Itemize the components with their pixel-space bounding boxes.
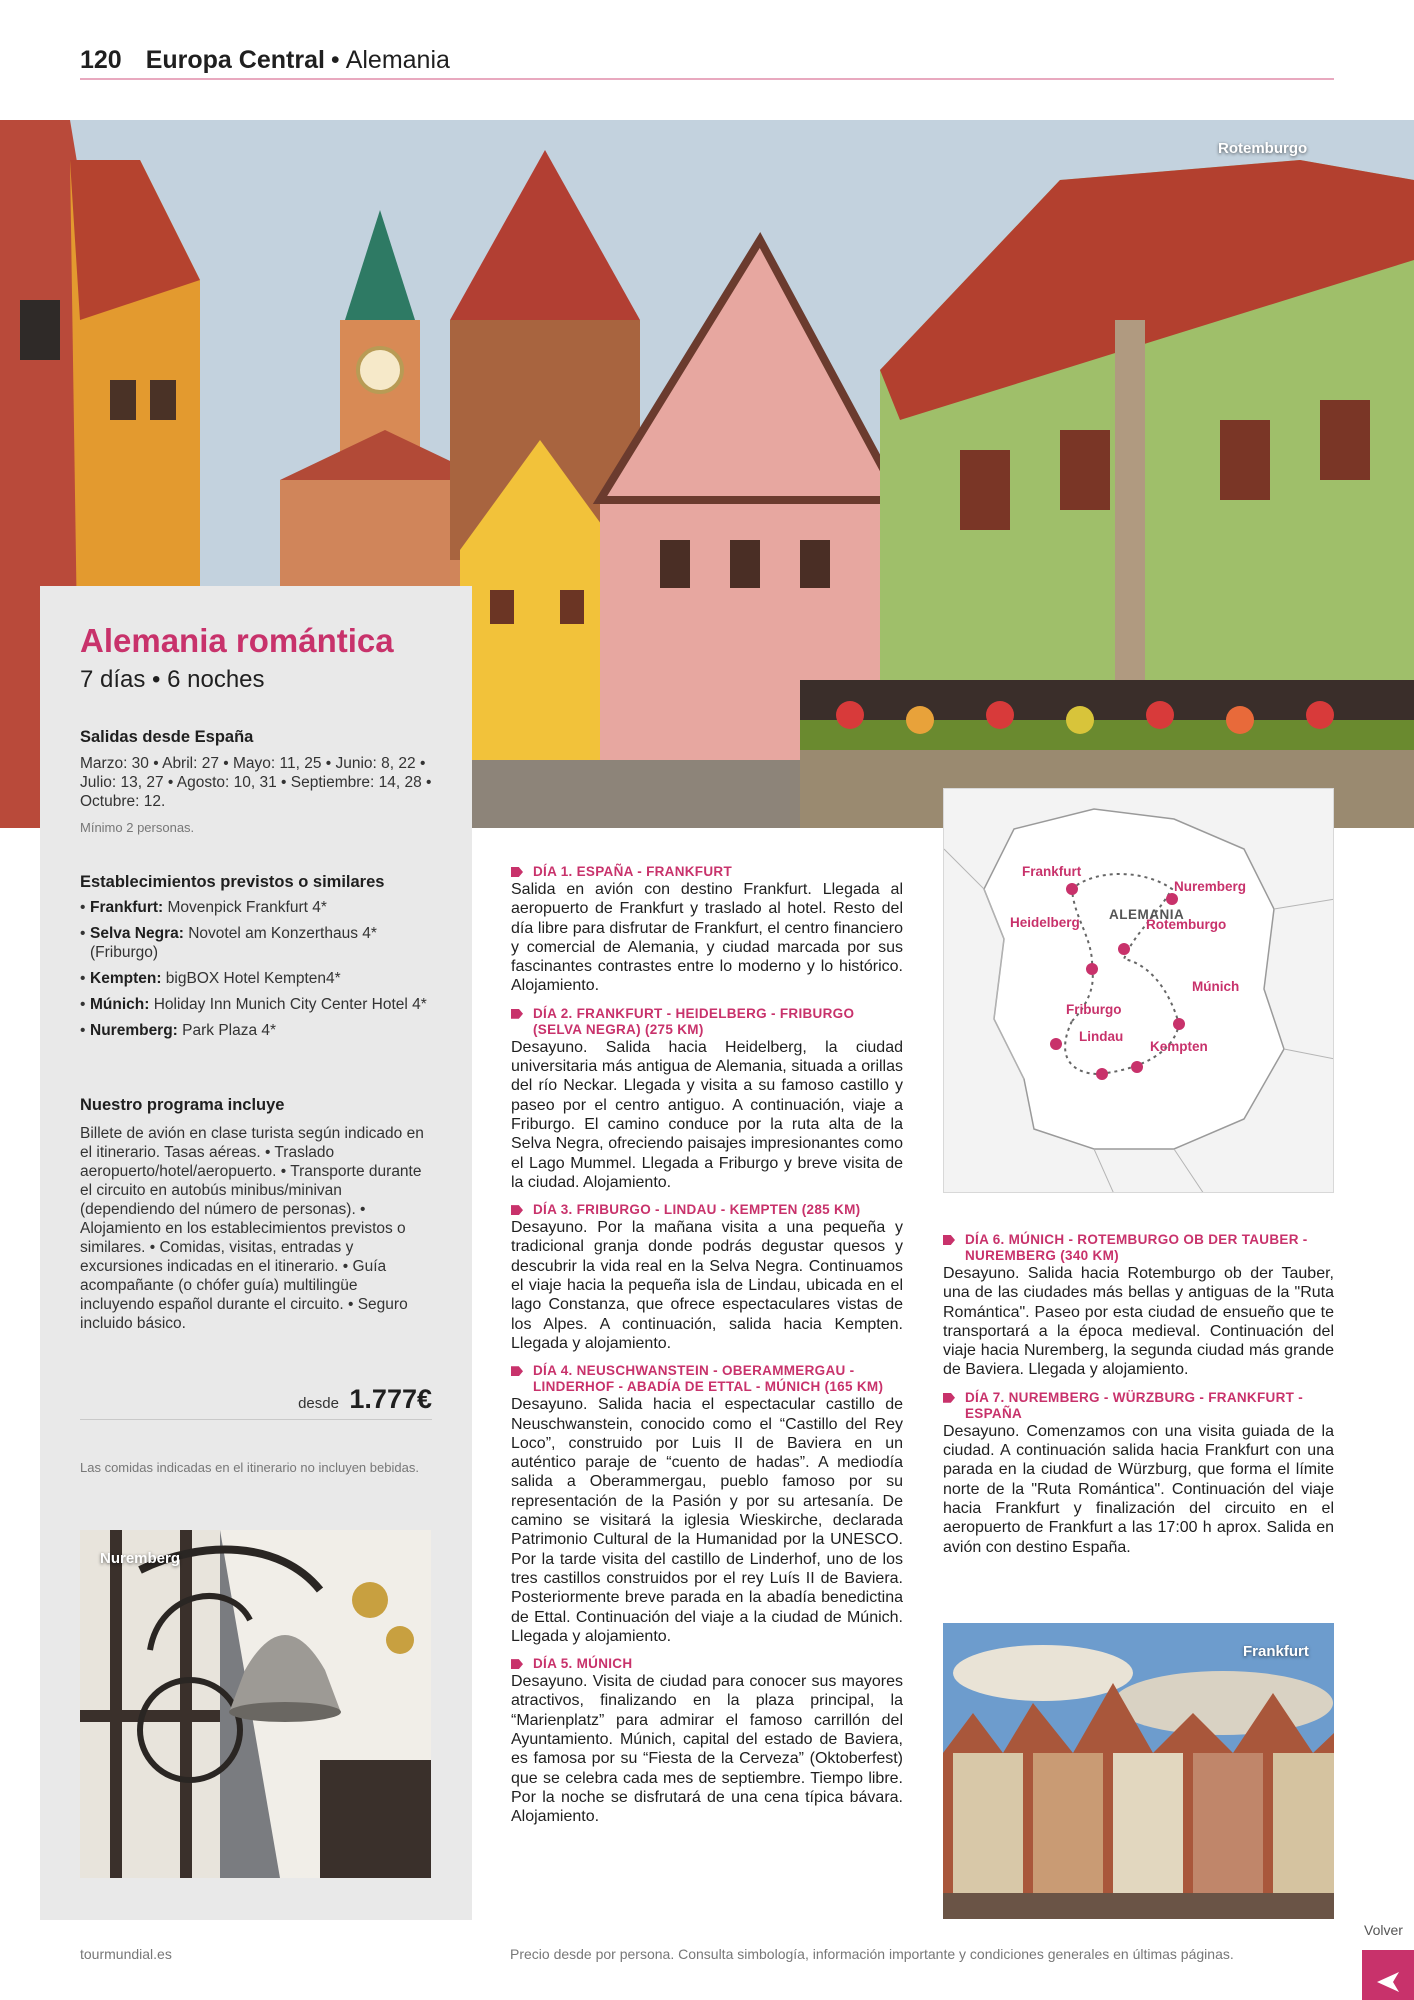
hotel-item: • Nuremberg: Park Plaza 4* <box>80 1021 440 1040</box>
map-country-label: ALEMANIA <box>1109 907 1185 922</box>
price-row <box>80 1384 432 1420</box>
map-city-lindau: Lindau <box>1079 1029 1124 1044</box>
map-city-heidelberg: Heidelberg <box>1010 915 1080 930</box>
photo-frankfurt <box>943 1623 1334 1919</box>
trip-title: Alemania romántica <box>80 622 394 659</box>
day-5-title: DÍA 5. MÚNICH <box>511 1656 903 1672</box>
hero-caption: Rotemburgo <box>1218 140 1308 157</box>
hotel-item: • Kempten: bigBOX Hotel Kempten4* <box>80 969 440 988</box>
hotel-item: • Selva Negra: Novotel am Konzerthaus 4* (Friburgo) <box>80 924 440 962</box>
footer-disclaimer: Precio desde por persona. Consulta simbología, información importante y condiciones generales en últimas páginas. <box>510 1946 1234 1962</box>
itinerary-column-2 <box>943 1226 1334 1557</box>
map-city-nuremberg: Nuremberg <box>1174 879 1247 894</box>
price-amount: 1.777€ <box>349 1384 432 1414</box>
day-5-text: Desayuno. Visita de ciudad para conocer sus mayores atractivos, finalizando en la plaza principal, la “Marienplatz” para admirar el famoso carrillón del Ayuntamiento. Múnich, capital del estado de Baviera, es famosa por su “Fiesta de la Cerveza” (Oktoberfest) que se celebra cada mes de septiembre. Tiempo libre. Por la noche se disfrutará de una cena típica bávara. Alojamiento. <box>511 1673 903 1826</box>
price-prefix: desde <box>298 1395 339 1412</box>
day-2-title: DÍA 2. FRANKFURT - HEIDELBERG - FRIBURGO (SELVA NEGRA) (275 KM) <box>511 1006 903 1038</box>
hotel-item: • Frankfurt: Movenpick Frankfurt 4* <box>80 898 440 917</box>
photo-nuremberg <box>80 1530 431 1878</box>
back-arrow-icon <box>1375 1970 1401 1994</box>
map-illustration <box>944 789 1334 1193</box>
page-number: 120 <box>80 46 122 74</box>
frankfurt-caption: Frankfurt <box>1243 1643 1309 1660</box>
nuremberg-illustration <box>80 1530 431 1878</box>
day-1-title: DÍA 1. ESPAÑA - FRANKFURT <box>511 864 903 880</box>
day-6-title: DÍA 6. MÚNICH - ROTEMBURGO OB DER TAUBER - NUREMBERG (340 KM) <box>943 1232 1334 1264</box>
departures-text: Marzo: 30 • Abril: 27 • Mayo: 11, 25 • Junio: 8, 22 • Julio: 13, 27 • Agosto: 10, 31 • Septiembre: 14, 28 • Octubre: 12. <box>80 755 432 810</box>
hotel-item: • Múnich: Holiday Inn Munich City Center Hotel 4* <box>80 995 440 1014</box>
includes-text: Billete de avión en clase turista según indicado en el itinerario. Tasas aéreas. • Traslado aeropuerto/hotel/aeropuerto. • Transporte durante el circuito en autobús minibus/minivan (dependiendo del número de personas). • Alojamiento en los establecimientos previstos o similares. • Comidas, visitas, entradas y excursiones indicadas en el itinerario. • Guía acompañante (o chófer guía) multilingüe incluyendo español durante el circuito. • Seguro incluido básico. <box>80 1125 424 1332</box>
hotels-list <box>80 898 440 1047</box>
country-title: Alemania <box>345 46 450 74</box>
route-map <box>943 788 1334 1193</box>
back-button[interactable] <box>1362 1950 1414 2000</box>
day-4-text: Desayuno. Salida hacia el espectacular castillo de Neuschwanstein, conocido como el “Castillo del Rey Loco”, construido por Luis II de Baviera en un auténtico paraje de “cuento de hadas”. A mediodía salida a Oberammergau, pueblo famoso por su representación de la Pasión y por su artesanía. De camino se visitará la iglesia Wieskirche, declarada Patrimonio Cultural de la Humanidad por la UNESCO. Por la tarde visita del castillo de Linderhof, uno de los tres castillos construidos por el rey Luís II de Baviera. Posteriormente breve parada en la abadía benedictina de Ettal. Continuación del viaje a la ciudad de Múnich. Llegada y alojamiento. <box>511 1396 903 1645</box>
map-city-rotemburgo: Rotemburgo <box>1146 917 1227 932</box>
departures-heading: Salidas desde España <box>80 728 254 746</box>
day-6-text: Desayuno. Salida hacia Rotemburgo ob der Tauber, una de las ciudades más bellas y antiguas de la "Ruta Romántica". Paseo por esta ciudad de ensueño que te transportará a la época medieval. Continuación del viaje hacia Nuremberg, la segunda ciudad más grande de Baviera. Llegada y alojamiento. <box>943 1265 1334 1379</box>
day-3-title: DÍA 3. FRIBURGO - LINDAU - KEMPTEN (285 KM) <box>511 1202 903 1218</box>
day-4-title: DÍA 4. NEUSCHWANSTEIN - OBERAMMERGAU - LINDERHOF - ABADÍA DE ETTAL - MÚNICH (165 KM) <box>511 1363 903 1395</box>
hotels-heading: Establecimientos previstos o similares <box>80 873 385 891</box>
includes-heading: Nuestro programa incluye <box>80 1096 285 1114</box>
minimum-note: Mínimo 2 personas. <box>80 820 195 835</box>
map-city-munich: Múnich <box>1192 979 1240 994</box>
day-7-title: DÍA 7. NUREMBERG - WÜRZBURG - FRANKFURT - ESPAÑA <box>943 1390 1334 1422</box>
section-title: Europa Central <box>145 46 325 74</box>
header-separator: • <box>330 46 340 74</box>
page-header <box>80 46 1334 80</box>
footer-site: tourmundial.es <box>80 1946 172 1962</box>
map-city-friburgo: Friburgo <box>1066 1002 1122 1017</box>
trip-duration: 7 días • 6 noches <box>80 666 265 693</box>
nuremberg-caption: Nuremberg <box>100 1550 181 1567</box>
day-3-text: Desayuno. Por la mañana visita a una pequeña y tradicional granja donde podrás degustar quesos y descubrir la vida real en la Selva Negra. Continuamos el viaje hacia la pequeña isla de Lindau, ubicada en el lago Constanza, que ofrece espectaculares vistas de los Alpes. A continuación, salida hacia Kempten. Llegada y alojamiento. <box>511 1219 903 1352</box>
meals-note: Las comidas indicadas en el itinerario no incluyen bebidas. <box>80 1460 419 1475</box>
frankfurt-illustration <box>943 1623 1334 1919</box>
day-1-text: Salida en avión con destino Frankfurt. Llegada al aeropuerto de Frankfurt y traslado al hotel. Resto del día libre para disfrutar de Frankfurt, el centro financiero y comercial de Alemania, y ciudad marcada por sus fascinantes contrastes entre lo moderno y lo histórico. Alojamiento. <box>511 881 903 995</box>
map-city-frankfurt: Frankfurt <box>1022 864 1082 879</box>
map-city-kempten: Kempten <box>1150 1039 1208 1054</box>
back-label: Volver <box>1364 1922 1403 1938</box>
itinerary-column-1 <box>511 858 903 1826</box>
day-7-text: Desayuno. Comenzamos con una visita guiada de la ciudad. A continuación salida hacia Frankfurt con una parada en la ciudad de Würzburg, que forma el límite norte de la "Ruta Romántica". Continuación del viaje hacia Frankfurt y finalización del circuito en el aeropuerto de Frankfurt a las 17:00 h aprox. Salida en avión con destino España. <box>943 1422 1334 1556</box>
day-2-text: Desayuno. Salida hacia Heidelberg, la ciudad universitaria más antigua de Alemania, situada a orillas del río Neckar. Llegada y visita a su famoso castillo y paseo por el centro antiguo. A continuación, viaje a Friburgo. El camino conduce por la ruta alta de la Selva Negra, ofreciendo paisajes impresionantes como el Lago Mummel. Llegada a Friburgo y breve visita de la ciudad. Alojamiento. <box>511 1038 903 1191</box>
